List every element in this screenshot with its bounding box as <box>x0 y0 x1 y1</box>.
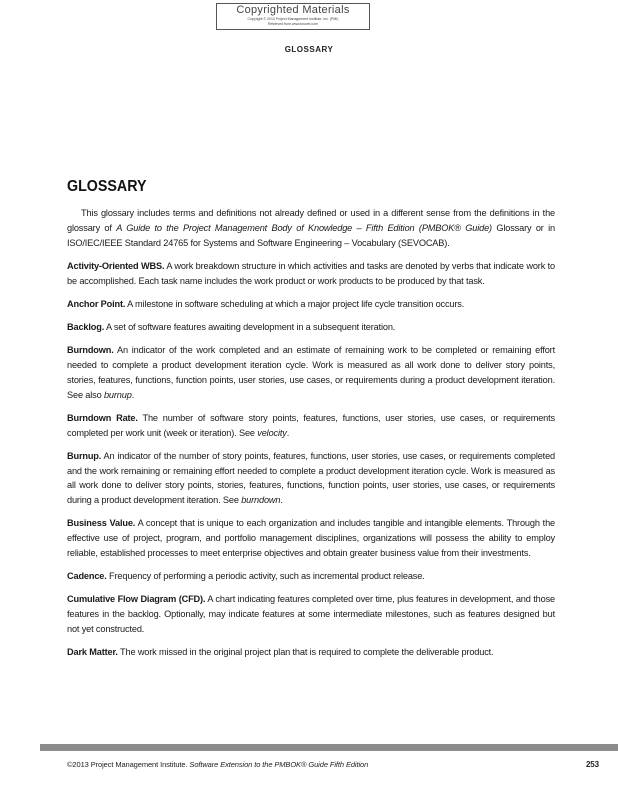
running-head: GLOSSARY <box>284 45 334 54</box>
entry-end: . <box>286 427 290 438</box>
footer-rule <box>40 744 618 751</box>
stamp-line: Copyright © 2013 Project Management Institute, Inc. (PMI) <box>247 17 339 21</box>
stamp-title: Copyrighted Materials <box>236 4 350 16</box>
glossary-entry <box>67 343 555 402</box>
entry-definition: The work missed in the original project plan that is required to complete the deliverable product. <box>117 647 494 658</box>
page-footer <box>67 760 599 769</box>
intro-paragraph <box>67 206 555 250</box>
entry-end: . <box>280 495 283 506</box>
entry-definition: A work breakdown structure in which activities and tasks are denoted by verbs that indicate work to be accomplished. Each task name includes the work product or work products to be produced by that task. <box>67 260 556 286</box>
intro-book-title: A Guide to the Project Management Body of Knowledge – Fifth Edition (PMBOK® Guide) <box>116 222 492 233</box>
glossary-entry <box>67 411 555 441</box>
entry-definition: A milestone in software scheduling at which a major project life cycle transition occurs. <box>125 298 465 309</box>
stamp-line: Retrieved from www.knovel.com <box>268 22 318 26</box>
copyright-stamp <box>216 3 370 30</box>
entry-term: Cumulative Flow Diagram (CFD). <box>67 594 206 605</box>
entry-definition: A set of software features awaiting development in a subsequent iteration. <box>104 321 396 332</box>
glossary-entry <box>67 569 555 584</box>
entry-end: . <box>131 389 135 400</box>
entry-term: Burnup. <box>67 450 102 461</box>
entry-see-reference: velocity <box>257 427 287 438</box>
glossary-entry <box>67 592 555 636</box>
glossary-content <box>67 178 555 668</box>
page-title: GLOSSARY <box>67 178 147 195</box>
intro-text: This glossary includes terms and definitions not already defined or used in a different sense from the definitions in the glossary of <box>67 208 555 233</box>
entry-term: Backlog. <box>67 321 105 332</box>
entry-see-reference: burndown <box>241 495 281 506</box>
glossary-entry <box>67 449 555 508</box>
entry-definition: The number of software story points, features, functions, user stories, use cases, or requirements completed per work unit (week or iteration). See <box>67 412 555 438</box>
glossary-entry <box>67 320 555 335</box>
footer-book-title: Software Extension to the PMBOK® Guide Fifth Edition <box>189 760 369 769</box>
entry-term: Cadence. <box>67 571 107 582</box>
entry-term: Anchor Point. <box>67 298 126 309</box>
page-number: 253 <box>585 760 599 769</box>
footer-copyright: ©2013 Project Management Institute. <box>67 760 190 769</box>
glossary-entry <box>67 297 555 312</box>
glossary-entry <box>67 516 555 560</box>
entry-term: Burndown. <box>67 345 114 356</box>
entry-term: Activity-Oriented WBS. <box>67 260 165 271</box>
entry-see-reference: burnup <box>103 389 132 400</box>
entry-term: Business Value. <box>67 518 136 529</box>
entry-definition: Frequency of performing a periodic activity, such as incremental product release. <box>106 571 425 582</box>
entry-term: Burndown Rate. <box>67 412 138 423</box>
glossary-entry <box>67 645 555 660</box>
intro-text: Glossary or in ISO/IEC/IEEE Standard 24765 for Systems and Software Engineering – Vocabulary (SEVOCAB). <box>67 222 555 248</box>
entry-definition: An indicator of the number of story points, features, functions, user stories, use cases, or requirements completed and the work remaining or remaining effort needed to complete a product development iteration cycle. Work is measured as all work done to deliver story points, stories, features, functions, function points, user stories, use cases, or requirements during a product development iteration. See <box>67 450 555 506</box>
entry-definition: A chart indicating features completed over time, plus features in development, and those features in the backlog. Optionally, may indicate features at some intermediate milestones, such as features designed but not yet constructed. <box>67 594 555 634</box>
entry-definition: A concept that is unique to each organization and includes tangible and intangible elements. Through the effective use of project, program, and portfolio management disciplines, organizations will possess the ability to employ reliable, established processes to meet enterprise objectives and obtain greater business value from their investments. <box>67 518 555 558</box>
entry-term: Dark Matter. <box>67 647 118 658</box>
entry-definition: An indicator of the work completed and an estimate of remaining work to be completed or remaining effort needed to complete a product development iteration cycle. Work is measured as all work done to deliver story points, stories, features, functions, function points, user stories, use cases, or requirements during a product development iteration. See also <box>67 345 555 400</box>
glossary-entry <box>67 259 555 289</box>
